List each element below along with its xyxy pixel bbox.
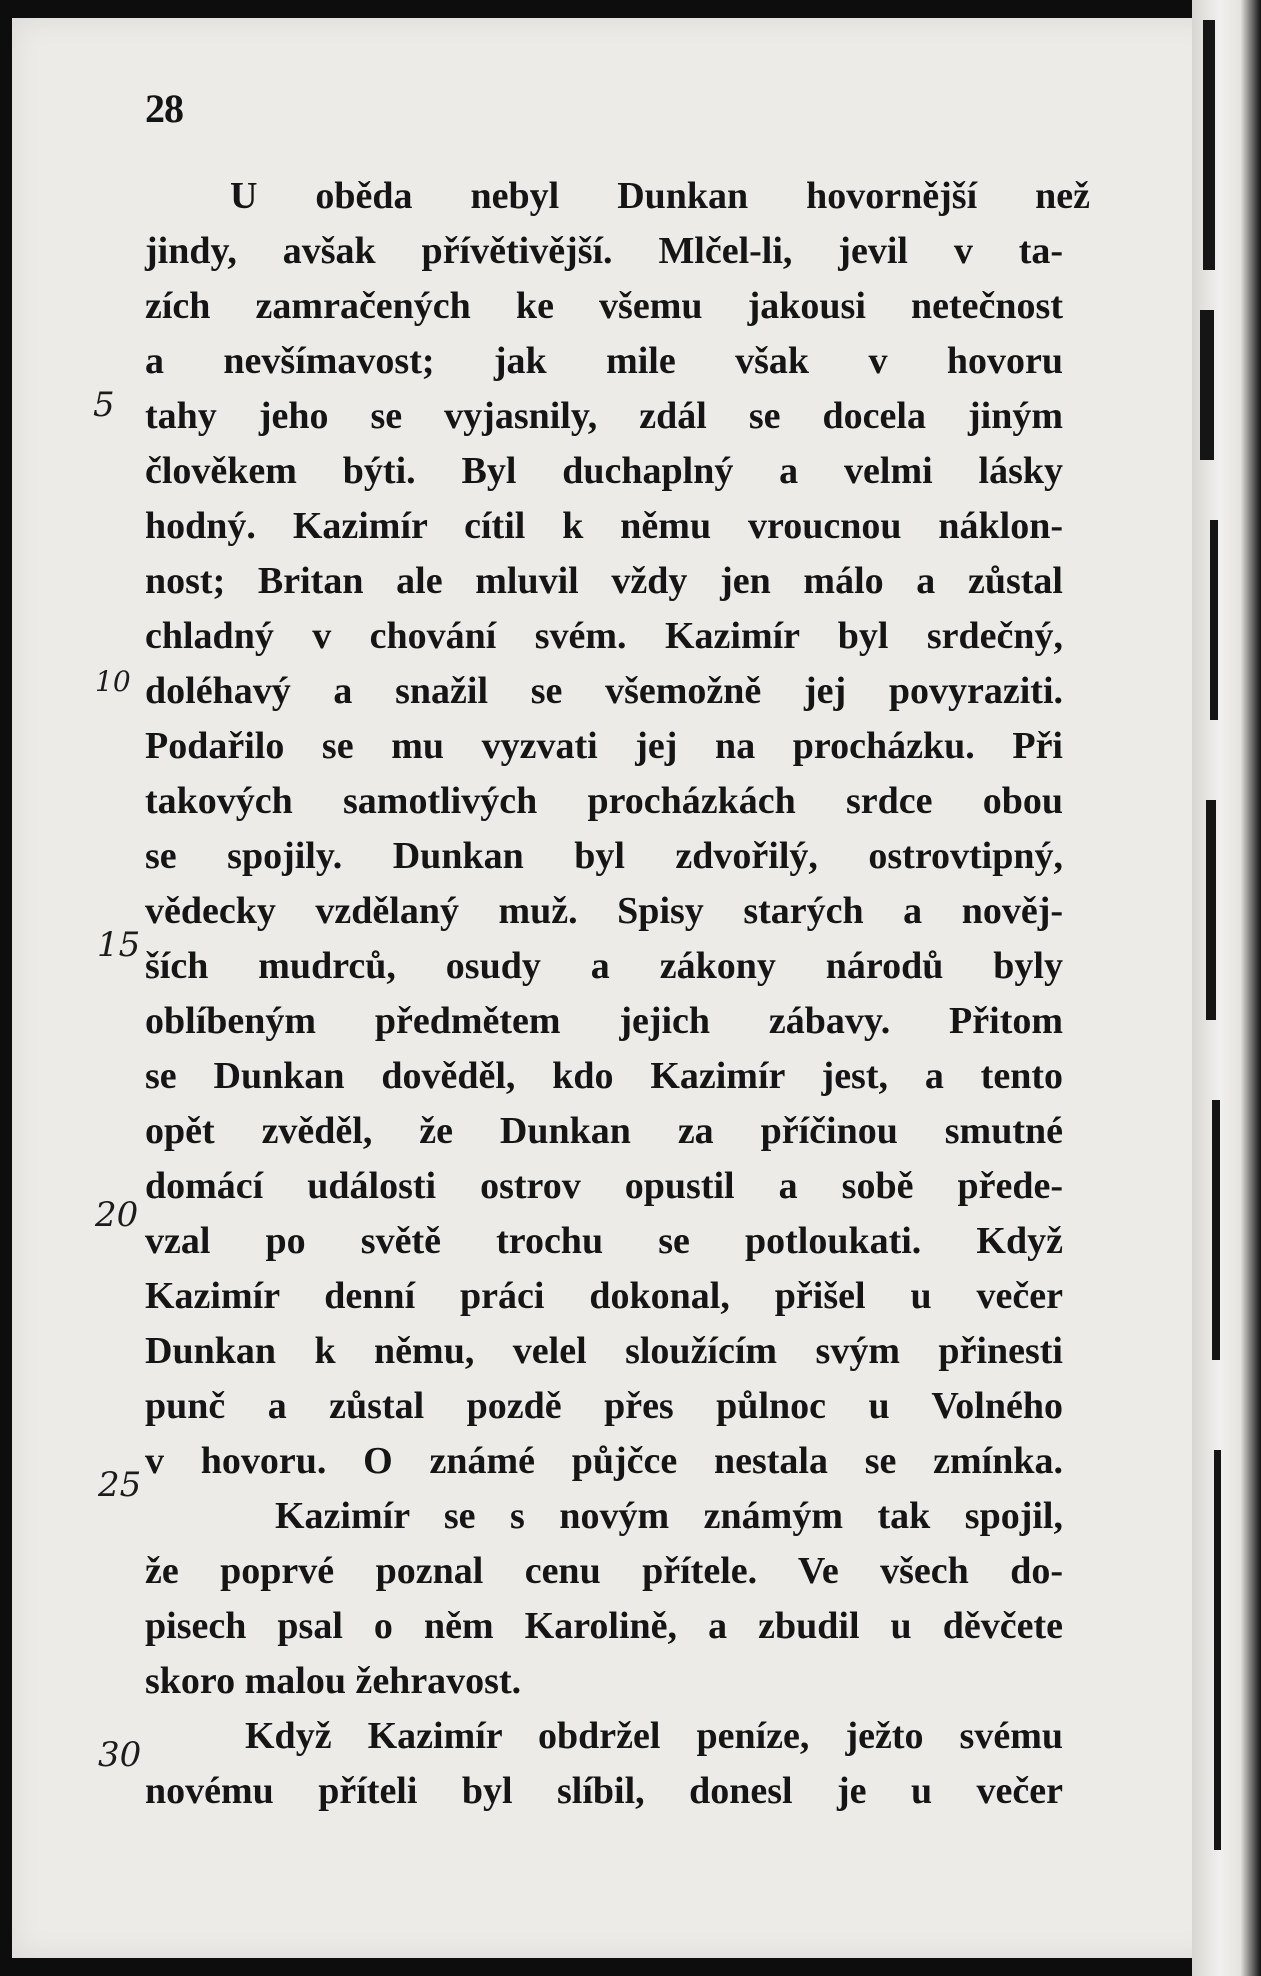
text-line: pisech psal o něm Karolině, a zbudil u děvčete xyxy=(145,1605,1063,1647)
text-line: zích zamračených ke všemu jakousi netečnost xyxy=(145,285,1063,327)
text-line: že poprvé poznal cenu přítele. Ve všech do- xyxy=(145,1550,1063,1592)
text-line: domácí události ostrov opustil a sobě přede- xyxy=(145,1165,1063,1207)
margin-line-number: 10 xyxy=(95,665,131,698)
text-line: doléhavý a snažil se všemožně jej povyraziti. xyxy=(145,670,1063,712)
text-line: Podařilo se mu vyzvati jej na procházku. Při xyxy=(145,725,1063,767)
text-line: se Dunkan dověděl, kdo Kazimír jest, a tento xyxy=(145,1055,1063,1097)
text-line: člověkem býti. Byl duchaplný a velmi lásky xyxy=(145,450,1063,492)
text-line: jindy, avšak přívětivější. Mlčel-li, jevil v ta- xyxy=(145,230,1063,272)
text-line: se spojily. Dunkan byl zdvořilý, ostrovtipný, xyxy=(145,835,1063,877)
margin-line-number: 5 xyxy=(93,385,115,425)
text-line: ších mudrců, osudy a zákony národů byly xyxy=(145,945,1063,987)
text-line: a nevšímavost; jak mile však v hovoru xyxy=(145,340,1063,382)
binding-mark xyxy=(1200,310,1214,460)
binding-mark xyxy=(1212,1100,1220,1360)
text-line: U obědа nebyl Dunkan hovornější než xyxy=(230,175,1090,217)
page-number: 28 xyxy=(145,86,183,131)
text-line: vzal po světě trochu se potloukati. Když xyxy=(145,1220,1063,1262)
text-line: v hovoru. O známé půjčce nestala se zmínka. xyxy=(145,1440,1063,1482)
text-line: novému příteli byl slíbil, donesl je u večer xyxy=(145,1770,1063,1812)
text-line: Dunkan k němu, velel sloužícím svým přinesti xyxy=(145,1330,1063,1372)
margin-line-number: 30 xyxy=(98,1735,142,1775)
margin-line-number: 25 xyxy=(98,1465,142,1505)
text-line: Když Kazimír obdržel peníze, ježto svému xyxy=(245,1715,1063,1757)
text-line: vědecky vzdělaný muž. Spisy starých a nověj- xyxy=(145,890,1063,932)
text-line: Kazimír se s novým známým tak spojil, xyxy=(275,1495,1063,1537)
text-line: takových samotlivých procházkách srdce obou xyxy=(145,780,1063,822)
text-line: tahy jeho se vyjasnily, zdál se docela jiným xyxy=(145,395,1063,437)
text-line: Kazimír denní práci dokonal, přišel u večer xyxy=(145,1275,1063,1317)
text-line: opět zvěděl, že Dunkan za příčinou smutné xyxy=(145,1110,1063,1152)
text-line: punč a zůstal pozdě přes půlnoc u Volného xyxy=(145,1385,1063,1427)
binding-mark xyxy=(1206,800,1216,1020)
text-line: hodný. Kazimír cítil k němu vroucnou náklon- xyxy=(145,505,1063,547)
text-line: oblíbeným předmětem jejich zábavy. Přitom xyxy=(145,1000,1063,1042)
binding-mark xyxy=(1214,1450,1221,1850)
binding-mark xyxy=(1210,520,1218,720)
text-line: nost; Britan ale mluvil vždy jen málo a zůstal xyxy=(145,560,1063,602)
page-edge xyxy=(1192,0,1261,1976)
margin-line-number: 20 xyxy=(95,1195,139,1235)
margin-line-number: 15 xyxy=(97,925,141,965)
binding-mark xyxy=(1203,20,1215,270)
text-line: chladný v chování svém. Kazimír byl srdečný, xyxy=(145,615,1063,657)
text-line: skoro malou žehravost. xyxy=(145,1660,522,1702)
